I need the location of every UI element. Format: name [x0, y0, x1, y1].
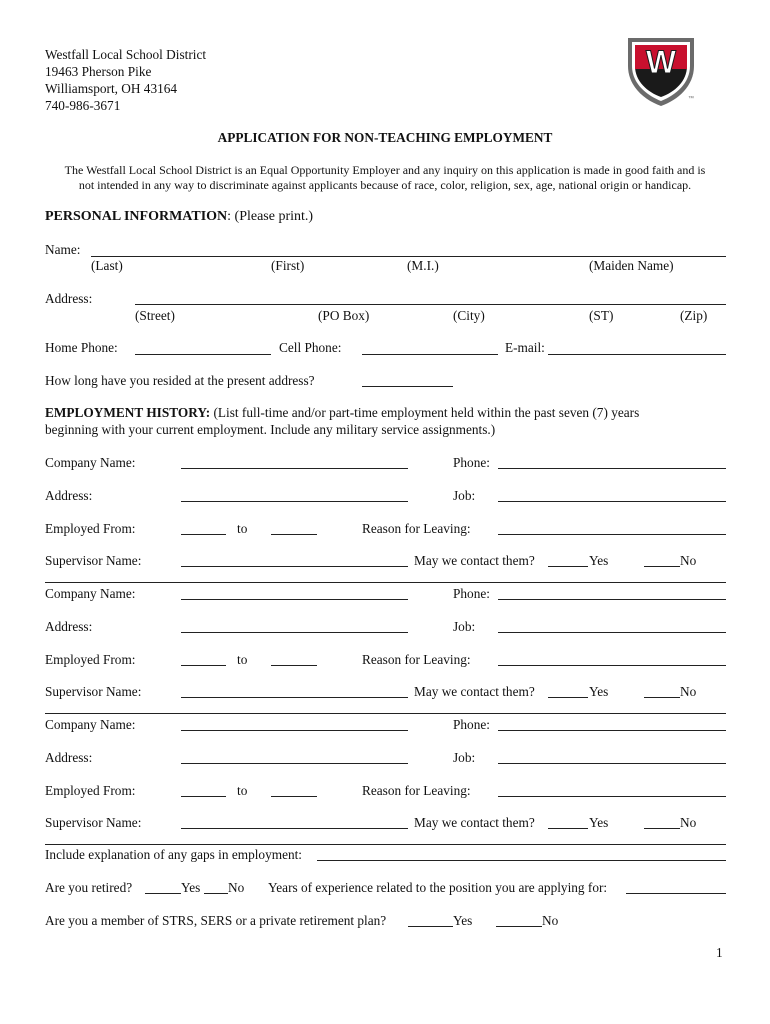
gaps-label: Include explanation of any gaps in employment: [45, 847, 303, 862]
strs-no-blank[interactable] [496, 926, 542, 927]
contact-no-blank[interactable] [644, 828, 680, 829]
job-field[interactable] [498, 763, 726, 764]
employed-from-label: Employed From: [45, 652, 136, 667]
name-part-first: (First) [271, 258, 305, 273]
cell-phone-label: Cell Phone: [279, 340, 342, 355]
employed-from-field[interactable] [181, 534, 226, 535]
page-title: APPLICATION FOR NON-TEACHING EMPLOYMENT [217, 130, 553, 145]
reason-leaving-label: Reason for Leaving: [362, 783, 471, 798]
employed-to-field[interactable] [271, 796, 317, 797]
contact-yes-label: Yes [589, 684, 609, 699]
logo-trademark: ™ [688, 96, 694, 102]
district-shield-logo [626, 36, 696, 108]
company-address-field[interactable] [181, 763, 408, 764]
reason-leaving-field[interactable] [498, 534, 726, 535]
supervisor-label: Supervisor Name: [45, 815, 142, 830]
strs-yes-label: Yes [453, 913, 473, 928]
contact-yes-blank[interactable] [548, 566, 588, 567]
employed-to-label: to [237, 783, 248, 798]
personal-heading-title: PERSONAL INFORMATION [45, 209, 228, 224]
resided-label: How long have you resided at the present address? [45, 373, 315, 388]
home-phone-label: Home Phone: [45, 340, 118, 355]
gaps-field[interactable] [317, 860, 726, 861]
employment-heading-note-2: beginning with your current employment. Include any military service assignments.) [45, 422, 496, 437]
employment-heading-note: (List full-time and/or part-time employment held within the past seven (7) years [210, 405, 640, 420]
retired-label: Are you retired? [45, 880, 133, 895]
job-label: Job: [453, 488, 476, 503]
personal-heading [45, 210, 313, 224]
company-phone-label: Phone: [453, 455, 490, 470]
district-city: Williamsport, OH 43164 [45, 81, 178, 96]
address-part-zip: (Zip) [680, 308, 708, 323]
contact-yes-blank[interactable] [548, 697, 588, 698]
district-phone: 740-986-3671 [45, 98, 121, 113]
retired-no-blank[interactable] [204, 893, 228, 894]
contact-no-label: No [680, 815, 697, 830]
employed-from-field[interactable] [181, 665, 226, 666]
logo-letter: W [645, 44, 677, 80]
resided-field[interactable] [362, 386, 453, 387]
contact-label: May we contact them? [414, 684, 535, 699]
years-experience-label: Years of experience related to the position you are applying for: [268, 880, 608, 895]
name-label: Name: [45, 242, 81, 257]
name-part-maiden: (Maiden Name) [589, 258, 674, 273]
employed-from-label: Employed From: [45, 783, 136, 798]
strs-yes-blank[interactable] [408, 926, 453, 927]
employed-to-field[interactable] [271, 534, 317, 535]
reason-leaving-field[interactable] [498, 796, 726, 797]
contact-no-label: No [680, 684, 697, 699]
company-address-label: Address: [45, 488, 93, 503]
employed-to-field[interactable] [271, 665, 317, 666]
supervisor-label: Supervisor Name: [45, 553, 142, 568]
supervisor-label: Supervisor Name: [45, 684, 142, 699]
name-part-last: (Last) [91, 258, 123, 273]
employed-from-field[interactable] [181, 796, 226, 797]
job-field[interactable] [498, 501, 726, 502]
company-address-field[interactable] [181, 632, 408, 633]
strs-no-label: No [542, 913, 559, 928]
company-name-field[interactable] [181, 468, 408, 469]
reason-leaving-label: Reason for Leaving: [362, 521, 471, 536]
job-label: Job: [453, 619, 476, 634]
contact-no-blank[interactable] [644, 566, 680, 567]
company-phone-field[interactable] [498, 599, 726, 600]
strs-label: Are you a member of STRS, SERS or a private retirement plan? [45, 913, 387, 928]
contact-yes-label: Yes [589, 815, 609, 830]
district-name: Westfall Local School District [45, 47, 207, 62]
company-phone-field[interactable] [498, 730, 726, 731]
company-phone-label: Phone: [453, 586, 490, 601]
address-part-state: (ST) [589, 308, 614, 323]
employer-separator [45, 713, 726, 714]
reason-leaving-field[interactable] [498, 665, 726, 666]
address-label: Address: [45, 291, 93, 306]
retired-yes-blank[interactable] [145, 893, 181, 894]
employment-heading-title: EMPLOYMENT HISTORY: [45, 405, 211, 420]
section-separator [45, 844, 726, 845]
page-number: 1 [716, 945, 723, 960]
contact-yes-blank[interactable] [548, 828, 588, 829]
address-part-pobox: (PO Box) [318, 308, 370, 323]
company-name-label: Company Name: [45, 455, 136, 470]
company-phone-field[interactable] [498, 468, 726, 469]
company-address-label: Address: [45, 619, 93, 634]
company-address-field[interactable] [181, 501, 408, 502]
company-name-field[interactable] [181, 599, 408, 600]
address-part-city: (City) [453, 308, 485, 323]
contact-label: May we contact them? [414, 553, 535, 568]
eeo-line-1: The Westfall Local School District is an Equal Opportunity Employer and any inquiry on this application is made in good faith and is [64, 163, 706, 177]
company-name-field[interactable] [181, 730, 408, 731]
employer-separator [45, 582, 726, 583]
supervisor-field[interactable] [181, 697, 408, 698]
job-label: Job: [453, 750, 476, 765]
company-phone-label: Phone: [453, 717, 490, 732]
employment-heading [45, 406, 639, 419]
company-name-label: Company Name: [45, 586, 136, 601]
reason-leaving-label: Reason for Leaving: [362, 652, 471, 667]
address-part-street: (Street) [135, 308, 175, 323]
address-field[interactable] [135, 304, 726, 305]
email-field[interactable] [548, 354, 726, 355]
contact-no-blank[interactable] [644, 697, 680, 698]
email-label: E-mail: [505, 340, 545, 355]
supervisor-field[interactable] [181, 828, 408, 829]
employed-to-label: to [237, 652, 248, 667]
contact-yes-label: Yes [589, 553, 609, 568]
contact-label: May we contact them? [414, 815, 535, 830]
contact-no-label: No [680, 553, 697, 568]
job-field[interactable] [498, 632, 726, 633]
name-part-mi: (M.I.) [407, 258, 439, 273]
retired-yes-label: Yes [181, 880, 201, 895]
eeo-line-2: not intended in any way to discriminate against applicants because of race, color, religion, sex, age, national origin or handicap. [78, 178, 692, 192]
company-name-label: Company Name: [45, 717, 136, 732]
years-experience-field[interactable] [626, 893, 726, 894]
employed-from-label: Employed From: [45, 521, 136, 536]
employed-to-label: to [237, 521, 248, 536]
retired-no-label: No [228, 880, 245, 895]
cell-phone-field[interactable] [362, 354, 498, 355]
district-street: 19463 Pherson Pike [45, 64, 152, 79]
supervisor-field[interactable] [181, 566, 408, 567]
company-address-label: Address: [45, 750, 93, 765]
personal-heading-note: : (Please print.) [227, 209, 314, 224]
home-phone-field[interactable] [135, 354, 271, 355]
name-field[interactable] [91, 256, 726, 257]
